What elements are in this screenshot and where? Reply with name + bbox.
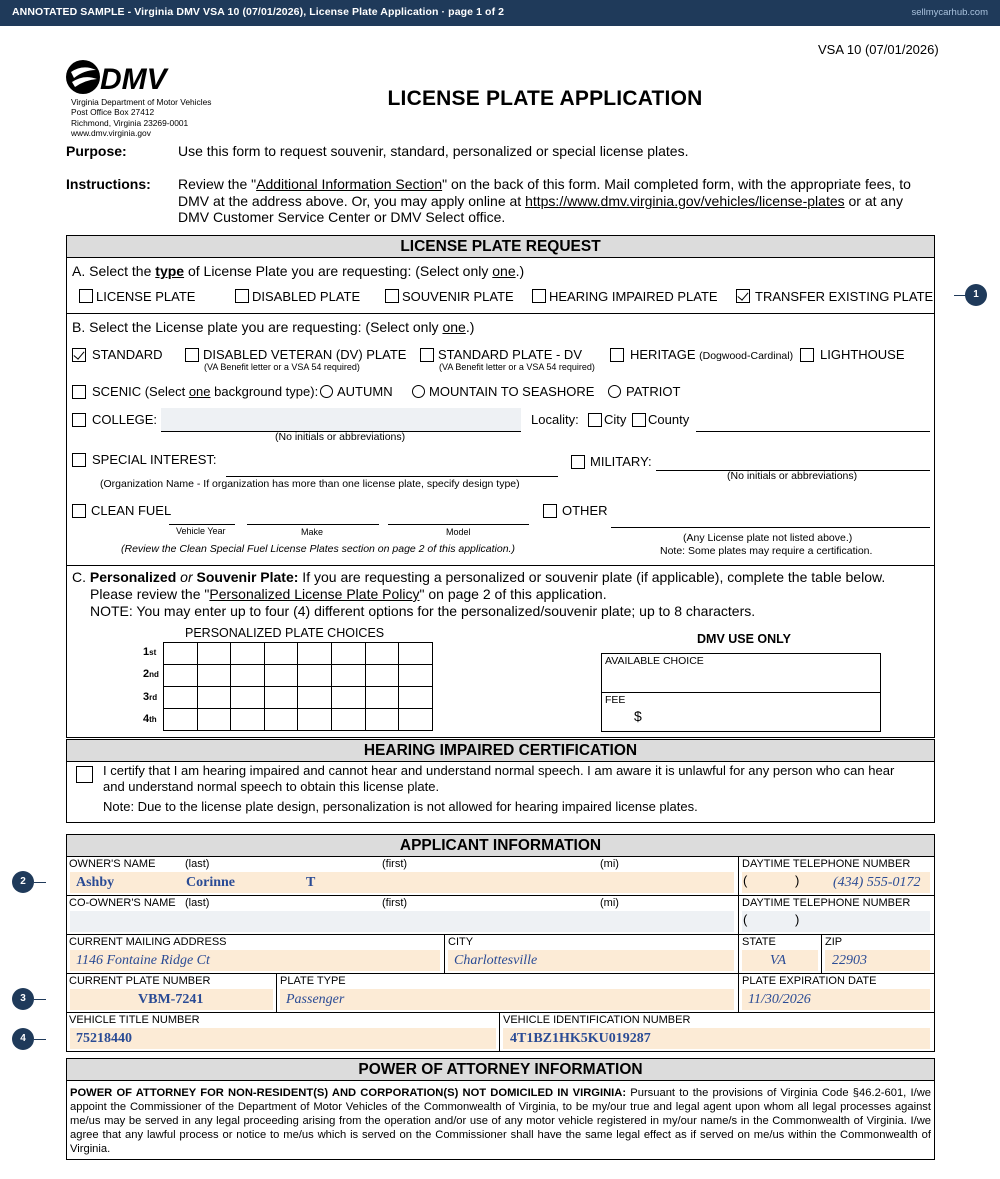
choice-1-label: 1st — [143, 646, 157, 658]
owner-mi-label: (mi) — [600, 858, 619, 870]
autumn-radio[interactable] — [320, 385, 333, 398]
college-checkbox[interactable] — [72, 413, 86, 427]
disabled-plate-label: DISABLED PLATE — [252, 289, 361, 304]
choice-row-4[interactable] — [164, 709, 433, 731]
hearing-note: Note: Due to the license plate design, personalization is not allowed for hearing impaired license plates. — [103, 799, 698, 814]
college-name-field[interactable] — [161, 408, 521, 432]
zip-label: ZIP — [825, 936, 843, 948]
standard-dv-note: (VA Benefit letter or a VSA 54 required) — [439, 362, 595, 372]
available-choice-label: AVAILABLE CHOICE — [605, 655, 704, 667]
city-label: CITY — [448, 936, 474, 948]
coowner-mi-label: (mi) — [600, 897, 619, 909]
mountain-to-seashore-label: MOUNTAIN TO SEASHORE — [429, 384, 595, 399]
section-c-line-1: C. Personalized or Souvenir Plate: If you are requesting a personalized or souvenir plate (if applicable), complete the table below. — [72, 569, 886, 585]
purpose-text: Use this form to request souvenir, standard, personalized or special license plates. — [178, 143, 689, 159]
city-option-label: City — [604, 412, 627, 427]
standard-dv-label: STANDARD PLATE - DV — [438, 347, 582, 362]
plate-number-value: VBM-7241 — [138, 992, 204, 1007]
fee-dollar: $ — [634, 708, 642, 724]
owner-last-value: Ashby — [76, 875, 115, 890]
scenic-label: SCENIC (Select one background type): — [92, 384, 319, 399]
divider — [602, 692, 880, 693]
title-number-label: VEHICLE TITLE NUMBER — [69, 1014, 200, 1026]
section-b-prompt: B. Select the License plate you are requesting: (Select only one.) — [72, 319, 475, 335]
plate-request-header: LICENSE PLATE REQUEST — [67, 236, 934, 258]
county-checkbox[interactable] — [632, 413, 646, 427]
choice-3-label: 3rd — [143, 691, 158, 703]
coowner-first-label: (first) — [382, 897, 408, 909]
plate-expiration-value: 11/30/2026 — [748, 992, 811, 1007]
clean-fuel-checkbox[interactable] — [72, 504, 86, 518]
section-c-line-2: Please review the "Personalized License Plate Policy" on page 2 of this application. — [90, 586, 607, 602]
plate-type-field[interactable] — [280, 989, 734, 1010]
make-line[interactable] — [247, 524, 379, 525]
plate-number-label: CURRENT PLATE NUMBER — [69, 975, 211, 987]
owner-area-open: ( — [743, 873, 748, 888]
disabled-plate-checkbox[interactable] — [235, 289, 249, 303]
locality-label: Locality: — [531, 412, 579, 427]
owner-phone-value: (434) 555-0172 — [833, 875, 921, 890]
owner-mi-value: T — [306, 875, 316, 890]
marker-leader — [34, 1039, 46, 1040]
owner-phone-label: DAYTIME TELEPHONE NUMBER — [742, 858, 911, 870]
annotation-marker-2: 2 — [12, 871, 34, 893]
clean-fuel-note: (Review the Clean Special Fuel License Plates section on page 2 of this application.) — [121, 543, 515, 555]
poa-text: POWER OF ATTORNEY FOR NON-RESIDENT(S) AND CORPORATION(S) NOT DOMICILED IN VIRGINIA: Pursuant to the provisions of Virginia Code §46.2-601, I/we appoint the Commissioner of the Department of Motor Vehicles of the Commonwealth of Virginia, to be my/our true and legal agent upon whom all legal processes against me/us may be served in any legal proceeding arising from the operation and/or use of any motor vehicle registered in my/our name/s in the Commonwealth of Virginia. I/we agree that any lawful process or notice to me/us which is served on the Commissioner shall have the same legal effect as if served on me/us within the Commonwealth of Virginia. — [70, 1087, 931, 1155]
special-interest-label: SPECIAL INTEREST: — [92, 452, 217, 467]
autumn-label: AUTUMN — [337, 384, 393, 399]
vin-label: VEHICLE IDENTIFICATION NUMBER — [503, 1014, 691, 1026]
city-checkbox[interactable] — [588, 413, 602, 427]
divider — [66, 973, 935, 974]
owner-name-field[interactable] — [70, 872, 734, 893]
hearing-impaired-plate-label: HEARING IMPAIRED PLATE — [549, 289, 718, 304]
other-label: OTHER — [562, 503, 608, 518]
county-option-label: County — [648, 412, 690, 427]
page-title: LICENSE PLATE APPLICATION — [387, 87, 703, 110]
divider — [738, 856, 739, 934]
choice-row-3[interactable] — [164, 687, 433, 709]
coowner-name-field[interactable] — [70, 911, 734, 932]
zip-value: 22903 — [832, 953, 867, 968]
divider — [444, 934, 445, 973]
divider — [66, 934, 935, 935]
personalized-choices-title: PERSONALIZED PLATE CHOICES — [185, 626, 385, 640]
poa-header: POWER OF ATTORNEY INFORMATION — [67, 1059, 934, 1081]
military-label: MILITARY: — [590, 454, 652, 469]
applicant-header: APPLICANT INFORMATION — [67, 835, 934, 857]
coowner-name-label: CO-OWNER'S NAME — [69, 897, 176, 909]
coowner-last-label: (last) — [185, 897, 210, 909]
transfer-existing-plate-label: TRANSFER EXISTING PLATE — [755, 289, 934, 304]
state-value: VA — [770, 953, 787, 968]
hearing-header: HEARING IMPAIRED CERTIFICATION — [67, 740, 934, 762]
divider — [66, 313, 935, 314]
purpose-label: Purpose: — [66, 143, 127, 159]
instructions-text: Review the "Additional Information Section" on the back of this form. Mail completed form, with the appropriate fees, to DMV at the address above. Or, you may apply online at https://www.dmv.virginia.gov/vehicles/license-plates or at any DMV Customer Service Center or DMV Select office. — [178, 176, 911, 226]
owner-first-value: Corinne — [186, 875, 235, 890]
locality-name-line[interactable] — [696, 431, 930, 432]
agency-city: Richmond, Virginia 23269-0001 — [71, 117, 189, 128]
online-link[interactable]: https://www.dmv.virginia.gov/vehicles/license-plates — [525, 192, 845, 209]
dmv-use-only-label: DMV USE ONLY — [697, 632, 792, 646]
choice-row-1[interactable] — [164, 643, 433, 665]
personalized-policy-link[interactable]: Personalized License Plate Policy — [209, 586, 420, 602]
standard-dv-checkbox[interactable] — [420, 348, 434, 362]
city-value: Charlottesville — [454, 953, 538, 968]
plate-type-value: Passenger — [286, 992, 345, 1007]
license-plate-checkbox[interactable] — [79, 289, 93, 303]
transfer-existing-plate-checkbox[interactable] — [736, 289, 750, 303]
mountain-to-seashore-radio[interactable] — [412, 385, 425, 398]
plate-expiration-label: PLATE EXPIRATION DATE — [742, 975, 877, 987]
heritage-label: HERITAGE (Dogwood-Cardinal) — [630, 347, 794, 362]
dv-plate-label: DISABLED VETERAN (DV) PLATE — [203, 347, 407, 362]
scenic-checkbox[interactable] — [72, 385, 86, 399]
poa-section — [66, 1058, 935, 1160]
owner-last-label: (last) — [185, 858, 210, 870]
fee-label: FEE — [605, 694, 626, 706]
college-note: (No initials or abbreviations) — [275, 431, 406, 443]
other-checkbox[interactable] — [543, 504, 557, 518]
dv-plate-note: (VA Benefit letter or a VSA 54 required) — [204, 362, 360, 372]
divider — [66, 895, 935, 896]
special-interest-note: (Organization Name - If organization has more than one license plate, specify design type) — [100, 478, 520, 490]
dmv-use-box — [601, 653, 881, 732]
coowner-area-open: ( — [743, 912, 748, 927]
other-note-1: (Any License plate not listed above.) — [683, 532, 853, 544]
annotation-marker-1: 1 — [965, 284, 987, 306]
annotation-banner — [0, 0, 1000, 26]
owner-area-close: ) — [795, 873, 800, 888]
divider — [66, 565, 935, 566]
clean-fuel-label: CLEAN FUEL — [91, 503, 172, 518]
state-label: STATE — [742, 936, 776, 948]
vehicle-year-line[interactable] — [169, 524, 235, 525]
dv-plate-checkbox[interactable] — [185, 348, 199, 362]
license-plate-label: LICENSE PLATE — [96, 289, 196, 304]
banner-title: ANNOTATED SAMPLE - Virginia DMV VSA 10 (07/01/2026), License Plate Application · page 1 of 2 — [12, 6, 505, 18]
model-line[interactable] — [388, 524, 529, 525]
form-number: VSA 10 (07/01/2026) — [818, 42, 939, 57]
instructions-label: Instructions: — [66, 176, 151, 192]
coowner-phone-field[interactable] — [742, 911, 930, 932]
annotation-marker-4: 4 — [12, 1028, 34, 1050]
divider — [66, 1012, 935, 1013]
standard-checkbox[interactable] — [72, 348, 86, 362]
lighthouse-checkbox[interactable] — [800, 348, 814, 362]
mailing-address-value: 1146 Fontaine Ridge Ct — [76, 953, 210, 968]
souvenir-plate-label: SOUVENIR PLATE — [402, 289, 514, 304]
coowner-phone-label: DAYTIME TELEPHONE NUMBER — [742, 897, 911, 909]
college-label: COLLEGE: — [92, 412, 158, 427]
section-a-prompt: A. Select the type of License Plate you are requesting: (Select only one.) — [72, 263, 525, 279]
owner-name-label: OWNER'S NAME — [69, 858, 156, 870]
agency-po-box: Post Office Box 27412 — [71, 107, 155, 118]
divider — [821, 934, 822, 973]
divider — [499, 1012, 500, 1052]
marker-leader — [34, 999, 46, 1000]
personalized-choices-grid[interactable] — [163, 642, 433, 731]
hearing-impaired-plate-checkbox[interactable] — [532, 289, 546, 303]
hearing-certify-checkbox[interactable] — [76, 766, 93, 783]
owner-first-label: (first) — [382, 858, 408, 870]
souvenir-plate-checkbox[interactable] — [385, 289, 399, 303]
hearing-text-1: I certify that I am hearing impaired and cannot hear and understand normal speech. I am aware it is unlawful for any person who can hear — [103, 763, 895, 778]
banner-site: sellmycarhub.com — [911, 7, 988, 18]
choice-row-2[interactable] — [164, 665, 433, 687]
heritage-checkbox[interactable] — [610, 348, 624, 362]
section-c-note: NOTE: You may enter up to four (4) different options for the personalized/souvenir plate; up to 8 characters. — [90, 603, 756, 619]
special-interest-line[interactable] — [226, 476, 558, 477]
plate-type-label: PLATE TYPE — [280, 975, 346, 987]
military-checkbox[interactable] — [571, 455, 585, 469]
coowner-area-close: ) — [795, 912, 800, 927]
vehicle-year-label: Vehicle Year — [176, 526, 226, 536]
marker-leader — [34, 882, 46, 883]
svg-text:DMV: DMV — [100, 63, 167, 96]
title-number-field[interactable] — [70, 1028, 496, 1049]
choice-2-label: 2nd — [143, 668, 159, 680]
special-interest-checkbox[interactable] — [72, 453, 86, 467]
additional-info-link[interactable]: Additional Information Section — [256, 176, 443, 192]
agency-name: Virginia Department of Motor Vehicles — [71, 97, 212, 107]
hearing-text-2: and understand normal speech to obtain this license plate. — [103, 779, 440, 794]
title-number-value: 75218440 — [76, 1031, 132, 1046]
lighthouse-label: LIGHTHOUSE — [820, 347, 905, 362]
mailing-address-label: CURRENT MAILING ADDRESS — [69, 936, 227, 948]
other-note-2: Note: Some plates may require a certification. — [660, 545, 873, 557]
military-note: (No initials or abbreviations) — [727, 470, 858, 482]
other-line[interactable] — [611, 527, 930, 528]
choice-4-label: 4th — [143, 713, 157, 725]
vin-value: 4T1BZ1HK5KU019287 — [510, 1031, 651, 1046]
divider — [276, 973, 277, 1012]
patriot-radio[interactable] — [608, 385, 621, 398]
make-label: Make — [301, 527, 324, 537]
patriot-label: PATRIOT — [626, 384, 681, 399]
agency-web: www.dmv.virginia.gov — [71, 128, 151, 139]
standard-label: STANDARD — [92, 347, 163, 362]
model-label: Model — [446, 527, 471, 537]
annotation-marker-3: 3 — [12, 988, 34, 1010]
divider — [738, 934, 739, 1012]
